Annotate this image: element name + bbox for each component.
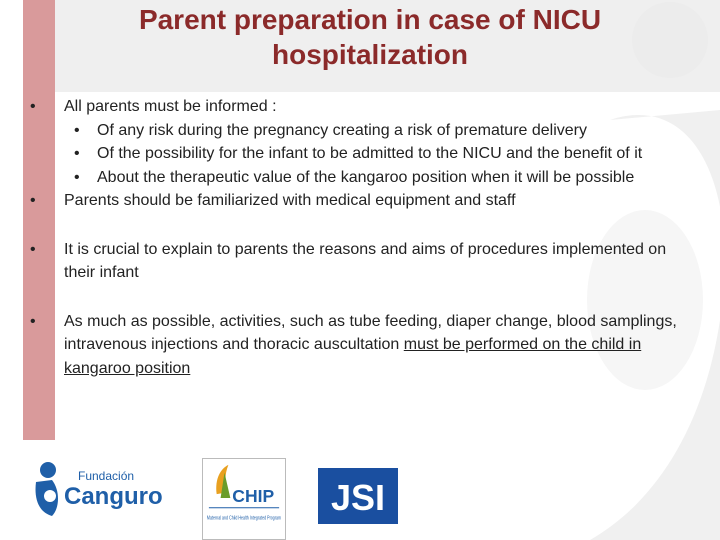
title-line-2: hospitalization (272, 39, 468, 70)
bullet-text: It is crucial to explain to parents the reasons and aims of procedures implemented on their infant (64, 240, 667, 281)
bullet-marker: • (74, 121, 80, 139)
bullet-marker: • (74, 145, 80, 162)
bullet-text: All parents must be informed : (64, 98, 277, 115)
spacer (26, 285, 686, 310)
chip-text: CHIP (232, 485, 275, 506)
bullet-item (26, 310, 686, 381)
sub-bullet-item (26, 142, 686, 166)
sub-bullet-text: Of the possibility for the infant to be admitted to the NICU and the benefit of it (97, 145, 643, 162)
bullet-marker: • (74, 168, 80, 186)
bullet-text: Parents should be familiarized with medical equipment and staff (64, 192, 516, 209)
sub-bullet-text: About the therapeutic value of the kangaroo position when it will be possible (97, 168, 635, 186)
bullet-marker: • (30, 192, 36, 209)
bullet-item (26, 95, 686, 119)
slide-content (26, 95, 686, 380)
logo-strip (0, 458, 720, 540)
canguro-big-text: Canguro (64, 483, 163, 510)
fundacion-canguro-logo (30, 458, 180, 520)
canguro-small-text: Fundación (78, 469, 135, 483)
slide-title (60, 2, 680, 72)
bullet-marker: • (30, 312, 36, 330)
title-line-1: Parent preparation in case of NICU (138, 4, 602, 35)
mchip-logo (202, 458, 286, 540)
spacer (26, 213, 686, 238)
bullet-marker: • (30, 98, 36, 115)
sub-bullet-item (26, 119, 686, 143)
sub-bullet-text: Of any risk during the pregnancy creating a risk of premature delivery (97, 121, 588, 139)
jsi-logo (318, 468, 398, 524)
bullet-text: As much as possible, activities, such as tube feeding, diaper change, blood samplings, intravenous injections and thoracic auscultation (64, 312, 677, 353)
bullet-marker: • (30, 240, 36, 258)
bullet-text-underlined: must be performed on the child in kangaroo position (64, 336, 642, 377)
chip-caption-text: Maternal and Child Health Integrated Program (206, 515, 282, 522)
bullet-item (26, 189, 686, 213)
sub-bullet-item (26, 166, 686, 190)
bullet-item (26, 238, 686, 285)
jsi-text: JSI (330, 477, 386, 518)
